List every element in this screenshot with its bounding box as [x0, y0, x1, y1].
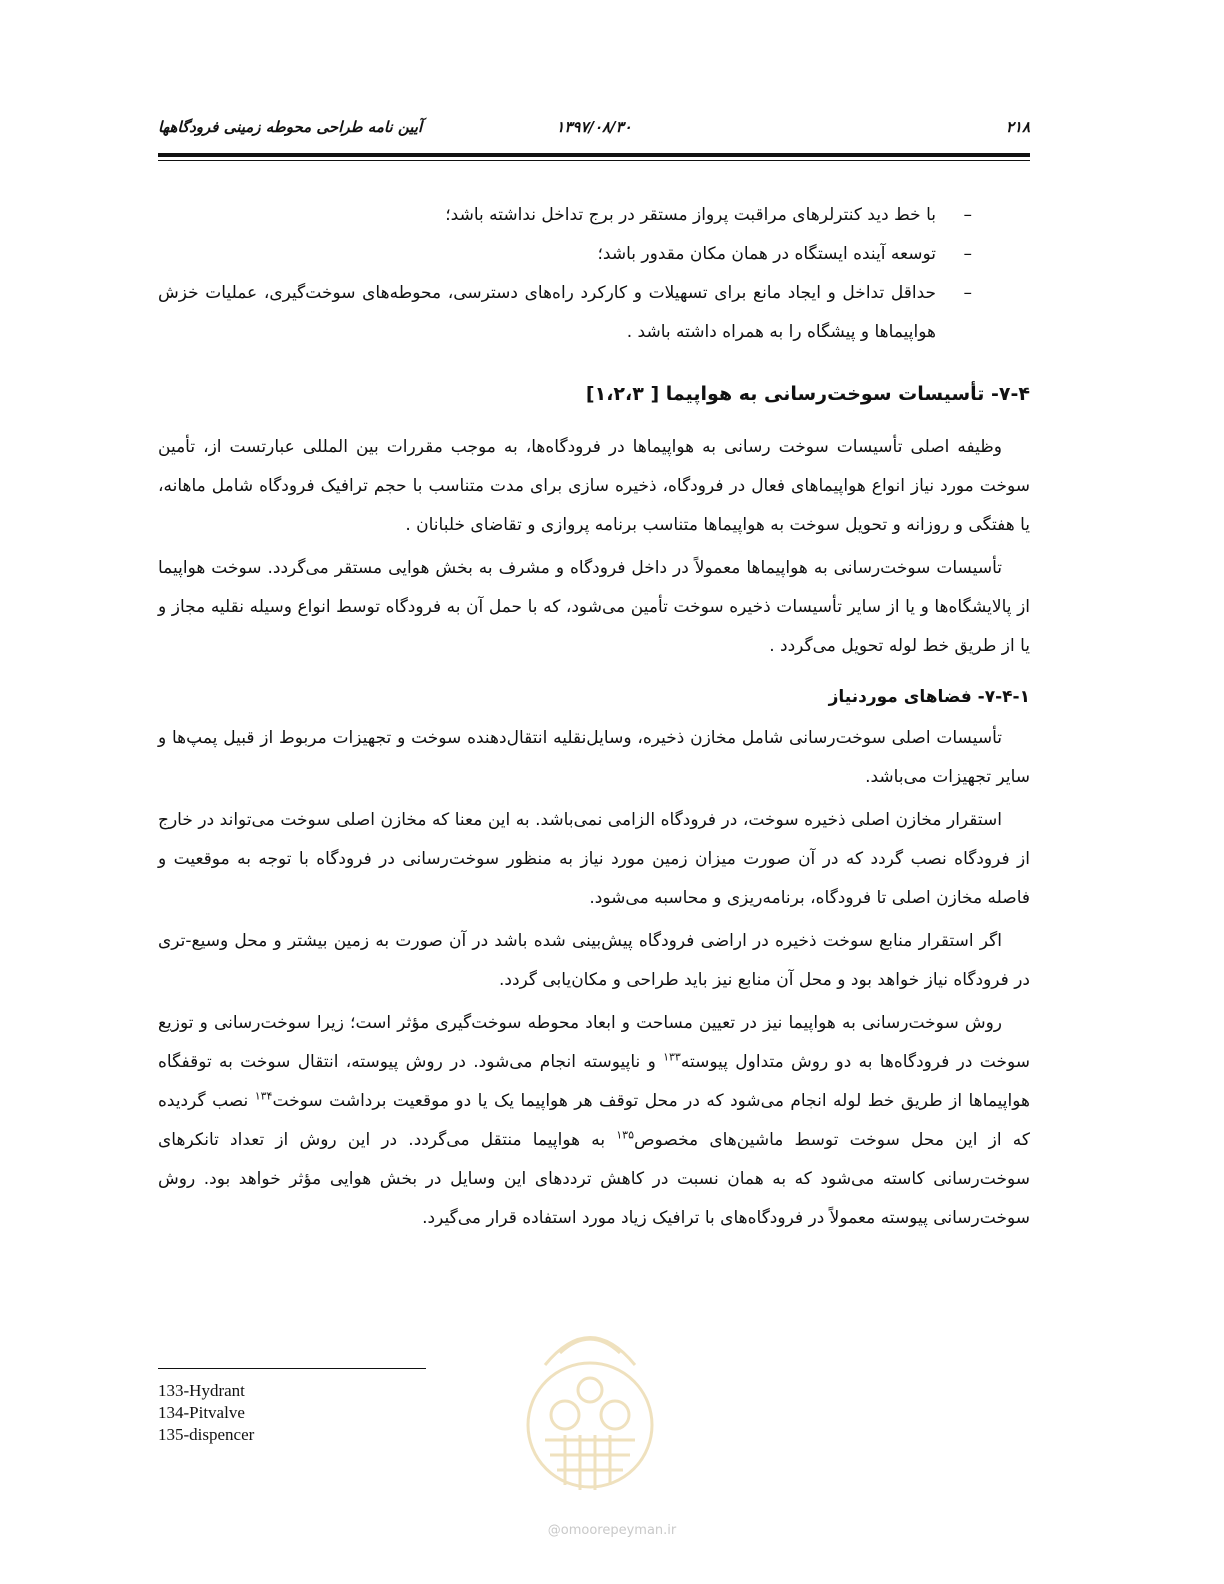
list-item — [158, 274, 972, 352]
paragraph-text: و ناپیوسته انجام می‌شود. در روش پیوسته، انتقال سوخت به توقفگاه هواپیماها از طریق خط لوله انجام می‌شود که در محل توقف هر هواپیما یک یا دو موقعیت برداشت سوخت — [158, 1052, 1030, 1111]
footnote-separator — [158, 1368, 426, 1369]
footnotes — [158, 1380, 254, 1446]
paragraph-text: نصب گردیده که از این محل سوخت توسط ماشین‌های مخصوص — [158, 1091, 1030, 1150]
page-header — [158, 118, 1030, 148]
paragraph-text: روش سوخت‌رسانی به هواپیما نیز در تعیین مساحت و ابعاد محوطه سوخت‌گیری مؤثر است؛ زیرا سوخت‌رسانی و توزیع سوخت در فرودگاه‌ها به دو روش متداول پیوسته — [158, 1013, 1030, 1072]
header-rule-thick — [158, 153, 1030, 157]
paragraph-text: به هواپیما منتقل می‌گردد. در این روش از تعداد تانکرهای سوخت‌رسانی کاسته می‌شود که به همان نسبت در کاهش ترددهای این وسایل در بخش هوایی مؤثر خواهد بود. روش سوخت‌رسانی پیوسته معمولاً در فرودگاه‌های با ترافیک زیاد مورد استفاده قرار می‌گیرد. — [158, 1130, 1030, 1228]
paragraph-with-footnotes — [158, 1004, 1030, 1238]
paragraph: اگر استقرار منابع سوخت ذخیره در اراضی فرودگاه پیش‌بینی شده باشد در آن صورت به زمین بیشتر و محل وسیع-تری در فرودگاه نیاز خواهد بود و محل آن منابع نیز باید طراحی و مکان‌یابی گردد. — [158, 931, 1030, 990]
omoore-peyman-seal-icon — [505, 1305, 675, 1505]
site-watermark: @omoorepeyman.ir — [547, 1523, 677, 1538]
paragraph: تأسیسات اصلی سوخت‌رسانی شامل مخازن ذخیره، وسایل‌نقلیه انتقال‌دهنده سوخت و تجهیزات مربوط از قبیل پمپ‌ها و سایر تجهیزات می‌باشد. — [158, 728, 1030, 787]
paragraph: وظیفه اصلی تأسیسات سوخت رسانی به هواپیماها در فرودگاه‌ها، به موجب مقررات بین المللی عبارتست از، تأمین سوخت مورد نیاز انواع هواپیماهای فعال در فرودگاه، ذخیره سازی برای مدت متناسب با حجم ترافیک فرودگاه شامل ماهانه، یا هفتگی و روزانه و تحویل سوخت به هواپیماها متناسب برنامه پروازی و تقاضای خلبانان . — [158, 437, 1030, 535]
footnote: 133-Hydrant — [158, 1381, 245, 1400]
header-rule-thin — [158, 160, 1030, 161]
list-item — [158, 235, 972, 274]
section-heading: ۷-۴- تأسیسات سوخت‌رسانی به هواپیما [ ۱،۲،۳] — [585, 383, 1030, 405]
bullet-text: توسعه آینده ایستگاه در همان مکان مقدور باشد؛ — [597, 244, 936, 264]
body-content — [158, 196, 1030, 1238]
bullet-dash: – — [963, 205, 972, 225]
footnote-ref: ۱۳۵ — [616, 1128, 634, 1142]
header-doc-title: آیین نامه طراحی محوطه زمینی فرودگاهها — [158, 118, 423, 136]
watermark-graphic — [505, 1305, 675, 1505]
paragraph: استقرار مخازن اصلی ذخیره سوخت، در فرودگاه الزامی نمی‌باشد. به این معنا که مخازن اصلی سوخت می‌تواند در خارج از فرودگاه نصب گردد که در آن صورت میزان زمین مورد نیاز به منظور سوخت‌رسانی در فرودگاه با توجه به موقعیت و فاصله مخازن اصلی تا فرودگاه، برنامه‌ریزی و محاسبه می‌شود. — [158, 810, 1030, 908]
footnote-ref: ۱۳۴ — [254, 1089, 273, 1103]
page-number: ۲۱۸ — [1005, 118, 1030, 136]
footnote-ref: ۱۳۳ — [663, 1050, 681, 1064]
header-date: ۱۳۹۷/۰۸/۳۰ — [556, 118, 632, 136]
bullet-text: با خط دید کنترلرهای مراقبت پرواز مستقر در برج تداخل نداشته باشد؛ — [445, 205, 936, 225]
bullet-text: حداقل تداخل و ایجاد مانع برای تسهیلات و کارکرد راه‌های دسترسی، محوطه‌های سوخت‌گیری، عملیات خزش هواپیماها و پیشگاه را به همراه داشته باشد . — [158, 283, 936, 342]
footnote: 134-Pitvalve — [158, 1403, 245, 1422]
paragraph: تأسیسات سوخت‌رسانی به هواپیماها معمولاً در داخل فرودگاه و مشرف به بخش هوایی مستقر می‌گردد. سوخت هواپیما از پالایشگاه‌ها و یا از سایر تأسیسات ذخیره سوخت تأمین می‌شود، که با حمل آن به فرودگاه توسط انواع وسیله نقلیه مجاز و یا از طریق خط لوله تحویل می‌گردد . — [158, 558, 1030, 656]
subsection-heading: ۷-۴-۱- فضاهای موردنیاز — [828, 687, 1030, 707]
footnote: 135-dispencer — [158, 1425, 255, 1444]
list-item — [158, 196, 972, 235]
bullet-dash: – — [963, 244, 972, 264]
bullet-dash: – — [963, 283, 972, 303]
